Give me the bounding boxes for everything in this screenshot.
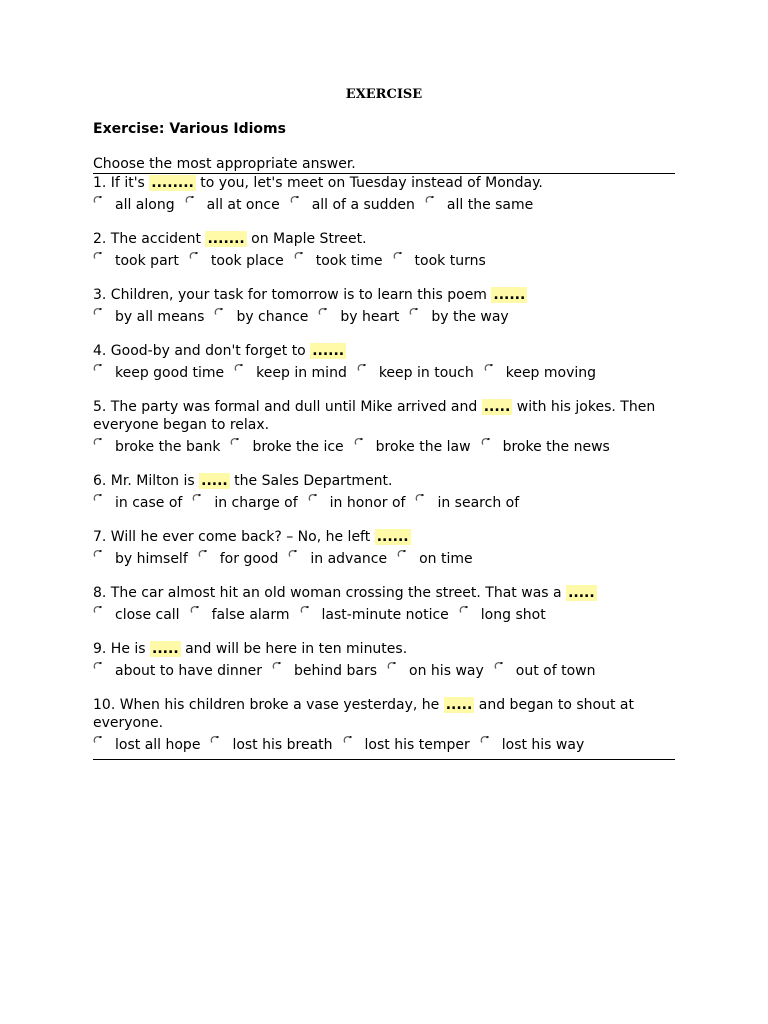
radio-button-icon[interactable] xyxy=(272,661,282,671)
question-continuation: to you, let's meet on Tuesday instead of Monday. xyxy=(195,175,543,191)
radio-button-icon[interactable] xyxy=(93,363,103,373)
question-text xyxy=(93,696,675,732)
answer-blank: ..... xyxy=(201,473,228,489)
question-list xyxy=(93,174,675,770)
option-label: for good xyxy=(219,551,279,567)
answer-option[interactable] xyxy=(290,194,415,216)
question-item xyxy=(93,342,675,384)
option-label: all the same xyxy=(446,197,534,213)
radio-button-icon[interactable] xyxy=(93,195,103,205)
option-label: in charge of xyxy=(214,495,298,511)
question-continuation: the Sales Department. xyxy=(229,473,393,489)
question-text xyxy=(93,640,675,658)
answer-option[interactable] xyxy=(308,492,406,514)
answer-blank: ..... xyxy=(568,585,595,601)
answer-option[interactable] xyxy=(93,492,182,514)
question-item xyxy=(93,472,675,514)
answer-option[interactable] xyxy=(294,250,383,272)
radio-button-icon[interactable] xyxy=(393,251,403,261)
answer-option[interactable] xyxy=(230,436,343,458)
answer-option[interactable] xyxy=(354,436,471,458)
page-heading: EXERCISE xyxy=(345,87,423,102)
option-label: by all means xyxy=(115,309,205,325)
answer-option[interactable] xyxy=(93,250,179,272)
option-label: on time xyxy=(419,551,473,567)
answer-blank: ..... xyxy=(445,697,473,713)
question-continuation: with his jokes. Then everyone began to relax. xyxy=(93,399,656,433)
answer-option[interactable] xyxy=(288,548,387,570)
radio-button-icon[interactable] xyxy=(300,605,310,615)
option-label: lost his temper xyxy=(364,737,470,753)
question-prompt: 2. The accident xyxy=(93,231,206,247)
question-prompt: 9. He is xyxy=(93,641,151,657)
answer-option[interactable] xyxy=(494,660,596,682)
option-label: took part xyxy=(115,253,179,269)
option-label: false alarm xyxy=(211,607,290,623)
answer-options xyxy=(93,436,675,458)
option-label: broke the news xyxy=(502,439,610,455)
question-prompt: 5. The party was formal and dull until Mike arrived and xyxy=(93,399,482,415)
answer-option[interactable] xyxy=(198,548,279,570)
radio-button-icon[interactable] xyxy=(198,549,208,559)
answer-option[interactable] xyxy=(189,250,284,272)
answer-blank: ........ xyxy=(151,175,194,191)
answer-option[interactable] xyxy=(93,734,200,756)
option-label: behind bars xyxy=(294,663,378,679)
answer-option[interactable] xyxy=(484,362,596,384)
option-label: keep in mind xyxy=(256,365,347,381)
radio-button-icon[interactable] xyxy=(93,307,103,317)
answer-option[interactable] xyxy=(415,492,519,514)
radio-button-icon[interactable] xyxy=(318,307,328,317)
option-label: lost his breath xyxy=(232,737,333,753)
option-label: out of town xyxy=(515,663,596,679)
answer-option[interactable] xyxy=(393,250,486,272)
radio-button-icon[interactable] xyxy=(397,549,407,559)
question-prompt: 1. If it's xyxy=(93,175,150,191)
answer-blank: ...... xyxy=(312,343,345,359)
question-continuation: and began to shout at everyone. xyxy=(93,697,634,731)
answer-blank: ...... xyxy=(493,287,526,303)
question-text xyxy=(93,286,675,304)
question-text xyxy=(93,472,675,490)
radio-button-icon[interactable] xyxy=(343,735,353,745)
option-label: took time xyxy=(315,253,383,269)
option-label: by the way xyxy=(431,309,509,325)
radio-button-icon[interactable] xyxy=(93,251,103,261)
answer-options xyxy=(93,660,675,682)
question-prompt: 8. The car almost hit an old woman crossing the street. That was a xyxy=(93,585,567,601)
option-label: by himself xyxy=(115,551,188,567)
option-label: about to have dinner xyxy=(115,663,263,679)
answer-option[interactable] xyxy=(190,604,290,626)
answer-option[interactable] xyxy=(93,436,220,458)
answer-options xyxy=(93,250,675,272)
option-label: took turns xyxy=(414,253,486,269)
option-label: all of a sudden xyxy=(311,197,415,213)
question-text xyxy=(93,528,675,546)
option-label: took place xyxy=(210,253,284,269)
answer-option[interactable] xyxy=(480,734,585,756)
option-label: in search of xyxy=(437,495,520,511)
exercise-title: Exercise: Various Idioms xyxy=(93,121,286,137)
option-label: keep in touch xyxy=(378,365,474,381)
radio-button-icon[interactable] xyxy=(192,493,202,503)
radio-button-icon[interactable] xyxy=(425,195,435,205)
radio-button-icon[interactable] xyxy=(93,549,103,559)
answer-option[interactable] xyxy=(185,194,280,216)
question-prompt: 4. Good-by and don't forget to xyxy=(93,343,311,359)
radio-button-icon[interactable] xyxy=(185,195,195,205)
radio-button-icon[interactable] xyxy=(189,251,199,261)
option-label: on his way xyxy=(409,663,484,679)
radio-button-icon[interactable] xyxy=(214,307,224,317)
radio-button-icon[interactable] xyxy=(308,493,318,503)
radio-button-icon[interactable] xyxy=(484,363,494,373)
answer-blank: ..... xyxy=(483,399,511,415)
answer-option[interactable] xyxy=(409,306,508,328)
answer-option[interactable] xyxy=(272,660,377,682)
answer-options xyxy=(93,306,675,328)
question-prompt: 7. Will he ever come back? – No, he left xyxy=(93,529,375,545)
question-continuation: and will be here in ten minutes. xyxy=(180,641,408,657)
radio-button-icon[interactable] xyxy=(93,437,103,447)
answer-option[interactable] xyxy=(481,436,610,458)
radio-button-icon[interactable] xyxy=(357,363,367,373)
answer-options xyxy=(93,548,675,570)
question-item xyxy=(93,398,675,458)
option-label: by chance xyxy=(236,309,309,325)
bottom-divider xyxy=(93,759,675,760)
answer-option[interactable] xyxy=(397,548,473,570)
radio-button-icon[interactable] xyxy=(354,437,364,447)
answer-options xyxy=(93,604,675,626)
option-label: all along xyxy=(115,197,175,213)
option-label: in honor of xyxy=(329,495,406,511)
answer-options xyxy=(93,194,675,216)
option-label: keep moving xyxy=(505,365,597,381)
answer-option[interactable] xyxy=(93,548,188,570)
option-label: long shot xyxy=(480,607,546,623)
answer-option[interactable] xyxy=(192,492,297,514)
question-continuation: on Maple Street. xyxy=(246,231,367,247)
answer-blank: ....... xyxy=(207,231,245,247)
answer-option[interactable] xyxy=(234,362,347,384)
answer-option[interactable] xyxy=(300,604,449,626)
option-label: lost all hope xyxy=(115,737,201,753)
question-text xyxy=(93,230,675,248)
answer-blank: ..... xyxy=(152,641,179,657)
question-item xyxy=(93,584,675,626)
instructions: Choose the most appropriate answer. xyxy=(93,155,675,174)
radio-button-icon[interactable] xyxy=(459,605,469,615)
answer-option[interactable] xyxy=(93,362,224,384)
option-label: close call xyxy=(115,607,180,623)
radio-button-icon[interactable] xyxy=(494,661,504,671)
radio-button-icon[interactable] xyxy=(93,661,103,671)
answer-option[interactable] xyxy=(459,604,546,626)
option-label: in case of xyxy=(115,495,183,511)
radio-button-icon[interactable] xyxy=(93,605,103,615)
answer-option[interactable] xyxy=(425,194,533,216)
question-text xyxy=(93,174,675,192)
answer-option[interactable] xyxy=(214,306,308,328)
radio-button-icon[interactable] xyxy=(480,735,490,745)
question-item xyxy=(93,696,675,756)
question-prompt: 6. Mr. Milton is xyxy=(93,473,200,489)
answer-option[interactable] xyxy=(93,194,175,216)
radio-button-icon[interactable] xyxy=(93,735,103,745)
question-text xyxy=(93,398,675,434)
question-item xyxy=(93,640,675,682)
radio-button-icon[interactable] xyxy=(210,735,220,745)
answer-option[interactable] xyxy=(318,306,399,328)
option-label: keep good time xyxy=(115,365,225,381)
radio-button-icon[interactable] xyxy=(409,307,419,317)
answer-option[interactable] xyxy=(387,660,484,682)
option-label: by heart xyxy=(340,309,400,325)
answer-options xyxy=(93,362,675,384)
answer-option[interactable] xyxy=(93,604,180,626)
answer-options xyxy=(93,734,675,756)
question-text xyxy=(93,584,675,602)
answer-option[interactable] xyxy=(343,734,470,756)
answer-option[interactable] xyxy=(357,362,474,384)
radio-button-icon[interactable] xyxy=(288,549,298,559)
answer-blank: ...... xyxy=(376,529,409,545)
radio-button-icon[interactable] xyxy=(230,437,240,447)
radio-button-icon[interactable] xyxy=(234,363,244,373)
option-label: broke the bank xyxy=(115,439,221,455)
option-label: broke the law xyxy=(375,439,471,455)
option-label: broke the ice xyxy=(252,439,344,455)
radio-button-icon[interactable] xyxy=(93,493,103,503)
option-label: lost his way xyxy=(501,737,585,753)
question-item xyxy=(93,528,675,570)
option-label: last-minute notice xyxy=(321,607,449,623)
answer-options xyxy=(93,492,675,514)
answer-option[interactable] xyxy=(93,306,204,328)
question-item xyxy=(93,286,675,328)
question-text xyxy=(93,342,675,360)
question-prompt: 3. Children, your task for tomorrow is to learn this poem xyxy=(93,287,492,303)
radio-button-icon[interactable] xyxy=(481,437,491,447)
radio-button-icon[interactable] xyxy=(290,195,300,205)
option-label: all at once xyxy=(206,197,280,213)
radio-button-icon[interactable] xyxy=(294,251,304,261)
radio-button-icon[interactable] xyxy=(415,493,425,503)
answer-option[interactable] xyxy=(210,734,332,756)
radio-button-icon[interactable] xyxy=(190,605,200,615)
question-prompt: 10. When his children broke a vase yesterday, he xyxy=(93,697,444,713)
answer-option[interactable] xyxy=(93,660,262,682)
radio-button-icon[interactable] xyxy=(387,661,397,671)
question-item xyxy=(93,230,675,272)
option-label: in advance xyxy=(310,551,388,567)
question-item xyxy=(93,174,675,216)
